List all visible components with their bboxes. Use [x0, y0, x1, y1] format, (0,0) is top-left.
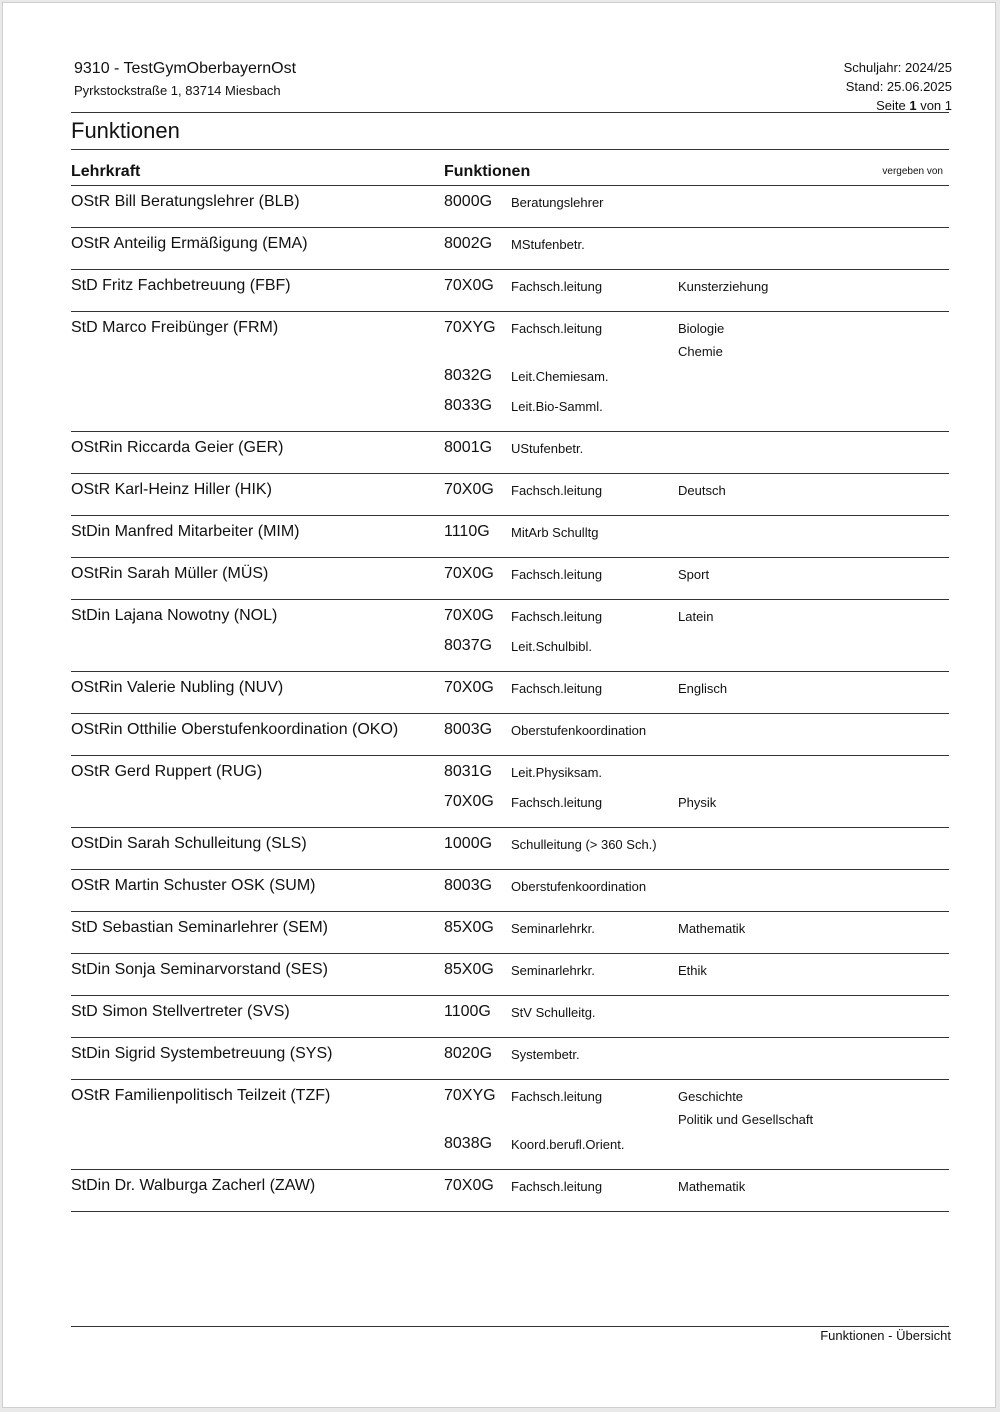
function-name: Leit.Physiksam. [511, 765, 603, 780]
subject: Latein [678, 609, 714, 624]
function-code: 8038G [444, 1135, 493, 1152]
function-name: Fachsch.leitung [511, 609, 603, 624]
subject-list [678, 277, 768, 294]
column-header-lehrkraft: Lehrkraft [71, 163, 141, 180]
table-header [71, 150, 949, 185]
teacher-name: StD Marco Freibünger (FRM) [71, 319, 279, 336]
teacher-name: StD Fritz Fachbetreuung (FBF) [71, 277, 291, 294]
function-code: 8031G [444, 763, 493, 780]
page-title: Funktionen [71, 118, 180, 143]
teacher-name: OStR Karl-Heinz Hiller (HIK) [71, 481, 272, 498]
subject: Kunsterziehung [678, 279, 769, 294]
function-list [444, 996, 949, 1037]
table-row [71, 755, 949, 827]
function-name: Leit.Bio-Samml. [511, 399, 603, 414]
function-entry [444, 235, 949, 265]
table-row [71, 911, 949, 953]
function-list [444, 828, 949, 869]
function-list [444, 1170, 949, 1211]
function-name: Koord.berufl.Orient. [511, 1137, 625, 1152]
function-entry [444, 277, 949, 307]
table-row [71, 431, 949, 473]
function-name: Fachsch.leitung [511, 1179, 603, 1194]
function-entry [444, 763, 949, 793]
function-entry [444, 1003, 949, 1033]
subject: Geschichte [678, 1089, 744, 1104]
function-name: MitArb Schulltg [511, 525, 599, 540]
table-row [71, 599, 949, 671]
subject: Mathematik [678, 1179, 746, 1194]
subject: Biologie [678, 321, 725, 336]
function-name: UStufenbetr. [511, 441, 584, 456]
function-code: 70X0G [444, 565, 494, 582]
function-code: 8032G [444, 367, 493, 384]
teacher-name: OStR Bill Beratungslehrer (BLB) [71, 193, 300, 210]
function-name: Leit.Schulbibl. [511, 639, 592, 654]
function-code: 70X0G [444, 277, 494, 294]
footer-divider [71, 1326, 949, 1327]
function-list [444, 1080, 949, 1169]
subject: Deutsch [678, 483, 726, 498]
teacher-name: OStDin Sarah Schulleitung (SLS) [71, 835, 307, 852]
function-code: 1100G [444, 1003, 491, 1020]
function-entry [444, 523, 949, 553]
function-entry [444, 679, 949, 709]
function-list [444, 270, 949, 311]
report-meta [844, 58, 952, 115]
function-list [444, 516, 949, 557]
function-list [444, 474, 949, 515]
schuljahr: Schuljahr: 2024/25 [843, 60, 952, 75]
subject-list [678, 1177, 745, 1194]
teacher-name: StDin Sonja Seminarvorstand (SES) [71, 961, 328, 978]
teacher-name: OStRin Riccarda Geier (GER) [71, 439, 284, 456]
function-code: 70X0G [444, 481, 494, 498]
subject: Physik [678, 795, 717, 810]
function-list [444, 714, 949, 755]
teacher-name: StD Simon Stellvertreter (SVS) [71, 1003, 290, 1020]
function-entry [444, 481, 949, 511]
function-name: Seminarlehrkr. [511, 921, 595, 936]
subject-list [678, 565, 709, 582]
teacher-name: StD Sebastian Seminarlehrer (SEM) [71, 919, 328, 936]
function-entry [444, 961, 949, 991]
table-row [71, 557, 949, 599]
function-name: Fachsch.leitung [511, 567, 603, 582]
function-list [444, 912, 949, 953]
function-code: 8003G [444, 877, 493, 894]
function-code: 8002G [444, 235, 493, 252]
teacher-name: StDin Lajana Nowotny (NOL) [71, 607, 278, 624]
table-row [71, 1037, 949, 1079]
table-row [71, 1169, 949, 1212]
function-list [444, 558, 949, 599]
table-row [71, 515, 949, 557]
function-list [444, 870, 949, 911]
function-code: 70X0G [444, 679, 494, 696]
function-list [444, 672, 949, 713]
teacher-name: OStRin Sarah Müller (MÜS) [71, 565, 269, 582]
function-code: 1110G [444, 523, 490, 540]
table-row [71, 311, 949, 431]
function-name: Oberstufenkoordination [511, 723, 647, 738]
teacher-name: StDin Manfred Mitarbeiter (MIM) [71, 523, 300, 540]
function-code: 8033G [444, 397, 493, 414]
subject-list [678, 793, 716, 810]
subject: Chemie [678, 344, 723, 359]
report-header [74, 58, 952, 116]
subject: Mathematik [678, 921, 746, 936]
function-code: 70X0G [444, 793, 494, 810]
function-code: 85X0G [444, 961, 494, 978]
subject: Ethik [678, 963, 707, 978]
function-list [444, 186, 949, 227]
function-entry [444, 397, 949, 427]
function-name: Schulleitung (> 360 Sch.) [511, 837, 657, 852]
teacher-name: OStR Familienpolitisch Teilzeit (TZF) [71, 1087, 331, 1104]
teacher-name: StDin Dr. Walburga Zacherl (ZAW) [71, 1177, 316, 1194]
function-list [444, 954, 949, 995]
subject-list [678, 919, 745, 936]
subject-list [678, 481, 726, 498]
function-name: Beratungslehrer [511, 195, 604, 210]
function-entry [444, 919, 949, 949]
function-name: Fachsch.leitung [511, 483, 603, 498]
function-entry [444, 439, 949, 469]
subject-list [678, 961, 707, 978]
teacher-name: StDin Sigrid Systembetreuung (SYS) [71, 1045, 333, 1062]
function-name: Seminarlehrkr. [511, 963, 595, 978]
column-header-vergeben: vergeben von [882, 166, 943, 177]
function-entry [444, 1135, 949, 1165]
table-row [71, 953, 949, 995]
function-name: Fachsch.leitung [511, 1089, 603, 1104]
school-name: 9310 - TestGymOberbayernOst [74, 60, 297, 77]
subject-list [678, 607, 713, 624]
table-row [71, 827, 949, 869]
function-entry [444, 793, 949, 823]
function-code: 8003G [444, 721, 493, 738]
teacher-name: OStRin Valerie Nubling (NUV) [71, 679, 284, 696]
function-entry [444, 1177, 949, 1207]
function-name: Fachsch.leitung [511, 279, 603, 294]
page-current: 1 [909, 98, 917, 113]
function-entry [444, 367, 949, 397]
function-entry [444, 193, 949, 223]
subject: Sport [678, 567, 710, 582]
table-row [71, 713, 949, 755]
table-row [71, 995, 949, 1037]
subject-list [678, 319, 724, 359]
school-address: Pyrkstockstraße 1, 83714 Miesbach [74, 83, 281, 98]
function-code: 70XYG [444, 1087, 496, 1104]
function-code: 70XYG [444, 319, 496, 336]
function-list [444, 600, 949, 671]
page-total: von 1 [920, 98, 952, 113]
function-code: 8000G [444, 193, 493, 210]
function-name: StV Schulleitg. [511, 1005, 596, 1020]
function-list [444, 1038, 949, 1079]
table-row [71, 671, 949, 713]
function-entry [444, 1045, 949, 1075]
subject: Politik und Gesellschaft [678, 1112, 814, 1127]
teacher-name: OStRin Otthilie Oberstufenkoordination (OKO) [71, 721, 399, 738]
function-entry [444, 607, 949, 637]
functions-table [71, 185, 949, 1212]
function-code: 8001G [444, 439, 493, 456]
table-row [71, 473, 949, 515]
table-row [71, 1079, 949, 1169]
function-code: 1000G [444, 835, 493, 852]
function-name: Fachsch.leitung [511, 321, 603, 336]
page-footer: Funktionen - Übersicht [820, 1328, 951, 1343]
function-entry [444, 721, 949, 751]
function-name: Oberstufenkoordination [511, 879, 647, 894]
function-code: 8020G [444, 1045, 493, 1062]
function-list [444, 756, 949, 827]
function-name: Fachsch.leitung [511, 795, 603, 810]
subject-list [678, 1087, 813, 1127]
function-code: 70X0G [444, 607, 494, 624]
function-entry [444, 637, 949, 667]
function-list [444, 228, 949, 269]
table-row [71, 869, 949, 911]
header-divider [71, 112, 949, 113]
function-name: Systembetr. [511, 1047, 580, 1062]
stand-date: Stand: 25.06.2025 [845, 79, 952, 94]
function-entry [444, 319, 949, 359]
function-name: Leit.Chemiesam. [511, 369, 609, 384]
subject: Englisch [678, 681, 728, 696]
column-header-funktionen: Funktionen [444, 163, 531, 180]
table-row [71, 227, 949, 269]
teacher-name: OStR Anteilig Ermäßigung (EMA) [71, 235, 308, 252]
function-name: Fachsch.leitung [511, 681, 603, 696]
function-entry [444, 1087, 949, 1127]
page-prefix: Seite [876, 98, 906, 113]
function-code: 70X0G [444, 1177, 494, 1194]
table-row [71, 185, 949, 227]
teacher-name: OStR Gerd Ruppert (RUG) [71, 763, 263, 780]
function-entry [444, 565, 949, 595]
function-list [444, 312, 949, 431]
function-list [444, 432, 949, 473]
function-code: 85X0G [444, 919, 494, 936]
teacher-name: OStR Martin Schuster OSK (SUM) [71, 877, 316, 894]
subject-list [678, 679, 727, 696]
function-code: 8037G [444, 637, 493, 654]
function-entry [444, 835, 949, 865]
function-entry [444, 877, 949, 907]
table-row [71, 269, 949, 311]
function-name: MStufenbetr. [511, 237, 585, 252]
